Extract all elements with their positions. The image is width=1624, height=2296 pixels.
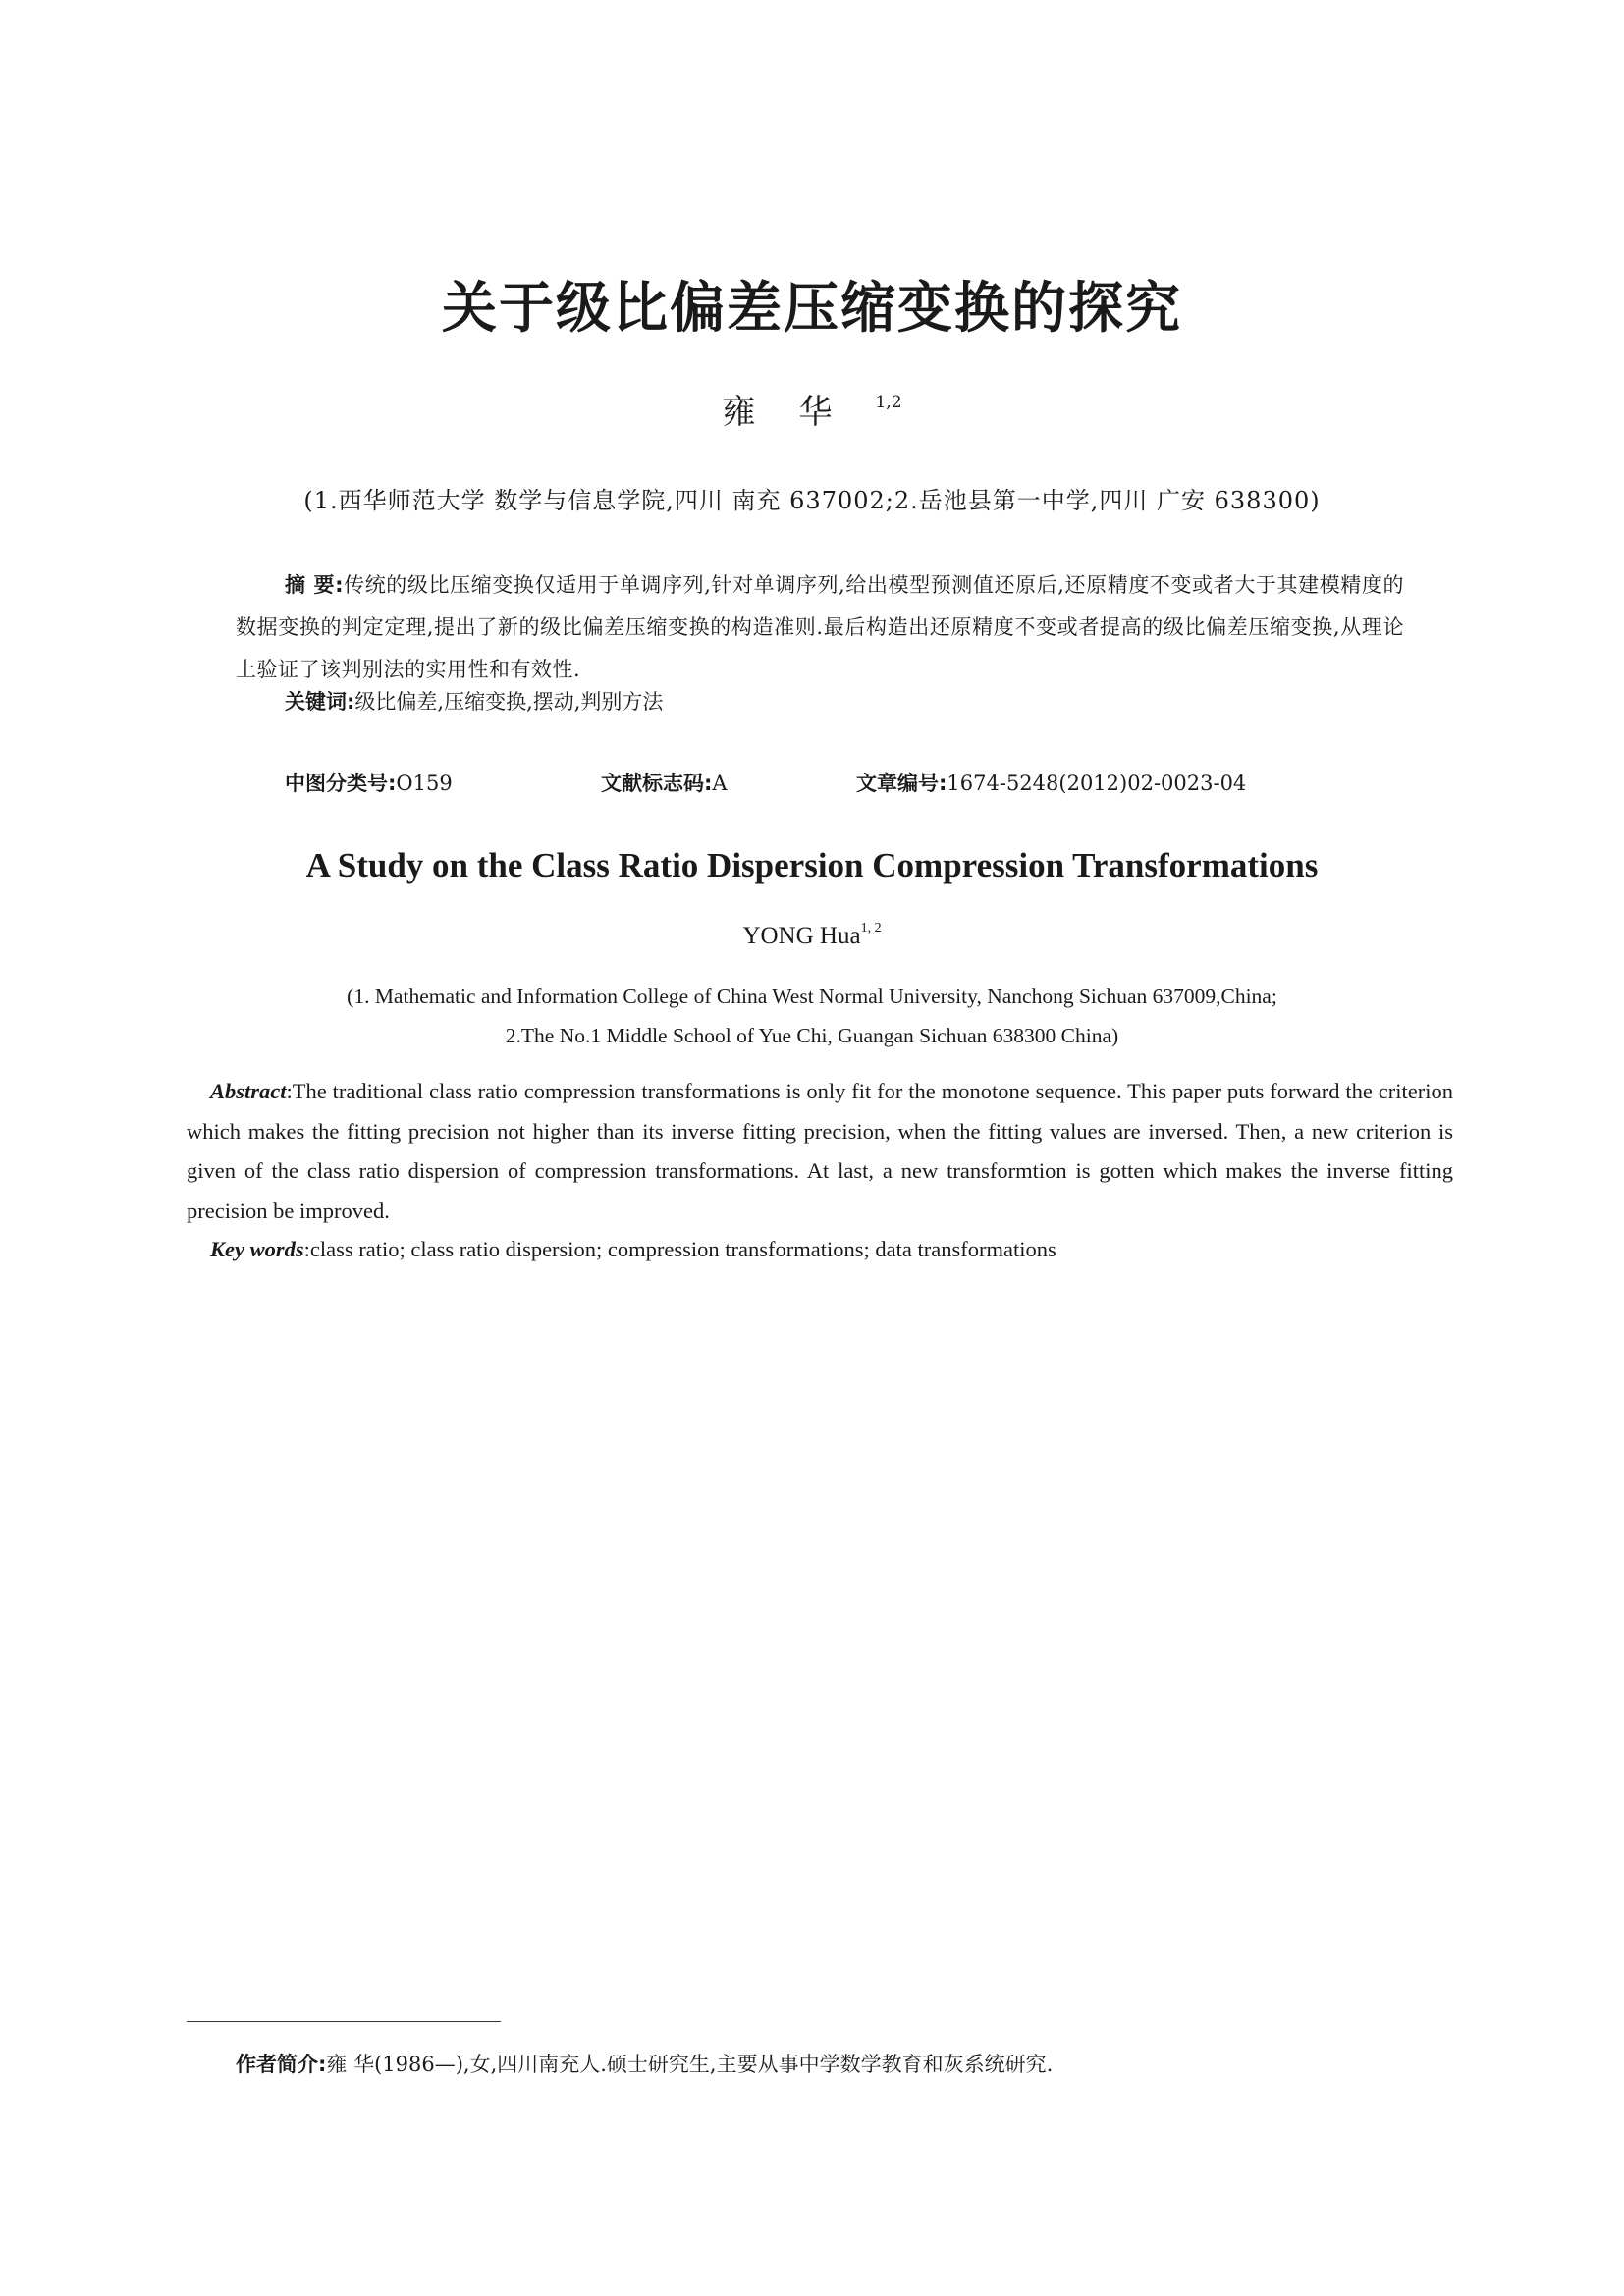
- footnote-text: 雍 华(1986—),女,四川南充人.硕士研究生,主要从事中学数学教育和灰系统研究.: [326, 2053, 1054, 2076]
- abstract-en-label: Abstract: [210, 1079, 287, 1103]
- clc-number: [285, 769, 453, 798]
- article-number-value: 1674-5248(2012)02-0023-04: [947, 772, 1247, 795]
- affiliation-en-line-2: 2.The No.1 Middle School of Yue Chi, Guangan Sichuan 638300 China): [505, 1024, 1119, 1047]
- footnote-label: 作者简介:: [236, 2053, 327, 2076]
- article-number: [856, 769, 1246, 798]
- clc-label: 中图分类号:: [285, 772, 397, 795]
- document-code: [601, 769, 728, 798]
- article-number-label: 文章编号:: [856, 772, 947, 795]
- paper-title-cn: 关于级比偏差压缩变换的探究: [442, 277, 1182, 341]
- keywords-cn-label: 关键词:: [285, 690, 355, 714]
- abstract-en-text: :The traditional class ratio compression transformations is only fit for the monotone sequence. This paper puts forward the criterion which makes the fitting precision not higher than its inverse fitting precision, when the fitting values are inversed. Then, a new criterion is given of the class ratio dispersion of compression transformations. At last, a new transformtion is gotten which makes the inverse fitting precision be improved.: [187, 1079, 1453, 1223]
- paper-title-en: A Study on the Class Ratio Dispersion Compression Transformations: [305, 846, 1319, 884]
- abstract-cn: [236, 564, 1404, 691]
- keywords-en-text: :class ratio; class ratio dispersion; compression transformations; data transformations: [303, 1237, 1056, 1261]
- keywords-cn: [285, 687, 663, 717]
- author-name-en: YONG Hua: [742, 923, 861, 949]
- author-cn: [0, 385, 1624, 433]
- affiliation-cn: (1.西华师范大学 数学与信息学院,四川 南充 637002;2.岳池县第一中学,四川 广安 638300): [303, 487, 1321, 514]
- author-name-cn: 雍华: [722, 393, 876, 432]
- author-affil-sup-cn: 1,2: [875, 393, 902, 412]
- footnote-divider: [187, 2021, 501, 2022]
- author-affil-sup-en: 1, 2: [860, 921, 882, 935]
- document-code-value: A: [712, 772, 728, 795]
- keywords-en-label: Key words: [210, 1237, 304, 1261]
- affiliation-en-line-1: (1. Mathematic and Information College of China West Normal University, Nanchong Sichuan 637009,China;: [347, 985, 1277, 1008]
- keywords-cn-text: 级比偏差,压缩变换,摆动,判别方法: [354, 690, 664, 714]
- document-code-label: 文献标志码:: [601, 772, 713, 795]
- abstract-cn-label: 摘 要:: [285, 573, 344, 597]
- clc-value: O159: [396, 772, 453, 795]
- keywords-en: [210, 1235, 1056, 1264]
- affiliation-en: [0, 977, 1624, 1055]
- author-footnote: [236, 2050, 1053, 2079]
- abstract-cn-text: 传统的级比压缩变换仅适用于单调序列,针对单调序列,给出模型预测值还原后,还原精度不变或者大于其建模精度的数据变换的判定定理,提出了新的级比偏差压缩变换的构造准则.最后构造出还原精度不变或者提高的级比偏差压缩变换,从理论上验证了该判别法的实用性和有效性.: [236, 573, 1404, 681]
- abstract-en: [187, 1072, 1453, 1231]
- author-en: [0, 921, 1624, 950]
